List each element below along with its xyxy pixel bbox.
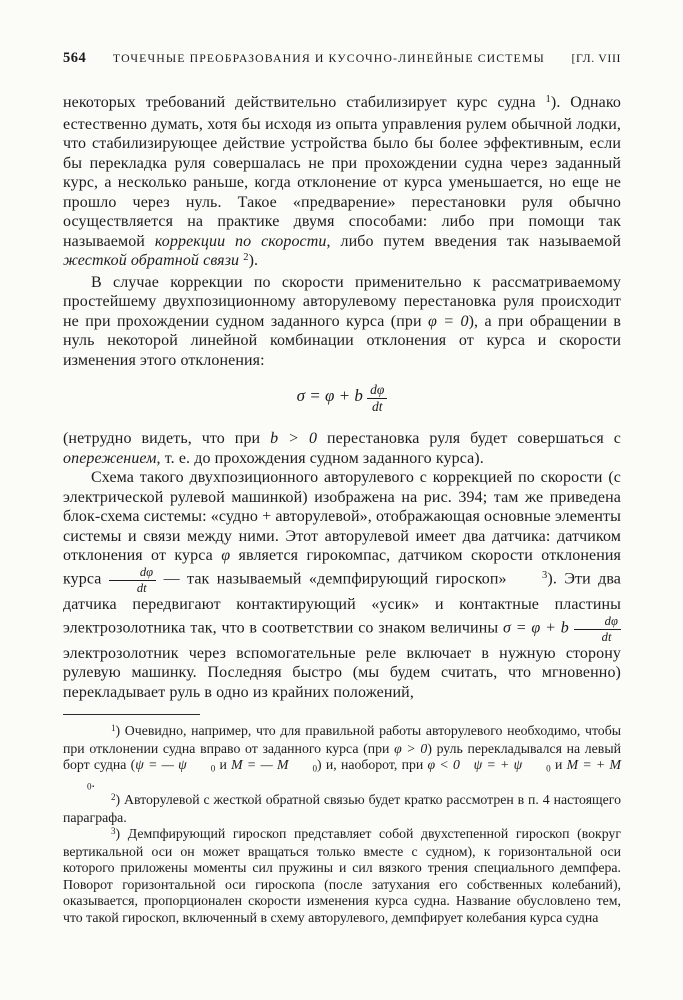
text-run: ) Демпфирующий гироскоп представляет собой двухстепенной гироскоп (вокруг вертикальной оси он может вращаться только вместе с судном), к горизонтальной оси которого приложены моменты сил пружины и сил вязкого трения специального демпфера. Поворот горизонтальной оси гироскопа (после затухания его собственных колебаний), оказывается, пропорционален скорости изменения курса судна. Название обусловлено тем, что такой гироскоп, включенный в схему авторулевого, демпфирует колебания курса судна: [63, 826, 621, 925]
text-run: ). Однако естественно думать, хотя бы исходя из опыта управления рулем обычной лодки, что стабилизирующее действие устройства было бы более эффективным, если бы перекладка руля совершалась не при прохождении судна через заданный курс, а несколько раньше, когда отклонение от курса уменьшается, но еще не прошло через нуль. Такое «предварение» перестановки руля обычно осуществляется на практике двумя способами: либо при помощи так называемой: [63, 94, 621, 250]
footnote-2: [63, 792, 621, 826]
footnote-3: [63, 826, 621, 926]
math-text: M = + M: [566, 757, 621, 773]
italic-text: опережением: [63, 449, 157, 467]
footnote-separator: [63, 714, 200, 715]
math-text: φ = 0: [428, 312, 469, 330]
text-run: и: [215, 757, 232, 773]
running-title: ТОЧЕЧНЫЕ ПРЕОБРАЗОВАНИЯ И КУСОЧНО-ЛИНЕЙНЫЕ СИСТЕМЫ: [112, 51, 545, 65]
math-text: ψ = + ψ: [473, 757, 523, 773]
paragraph: [63, 273, 621, 371]
footnote-reference: 2: [243, 252, 249, 264]
math-text: M = — M: [231, 757, 289, 773]
text-run: перестановка руля будет совершаться с: [317, 430, 621, 448]
math-text: σ = φ + b: [502, 618, 574, 636]
subscript: 0: [210, 763, 216, 774]
text-run: ), а при обращении в нуль некоторой линейной комбинации отклонения от курса и скорости изменения этого отклонения:: [63, 312, 621, 369]
subscript: 0: [546, 763, 551, 774]
footnote-reference: 3: [542, 570, 548, 582]
text-run: некоторых требований действительно стабилизирует курс судна: [63, 94, 546, 111]
text-run: В случае коррекции по скорости применительно к рассматриваемому простейшему двухпозиционному авторулевому перестановка руля происходит не при прохождении судном заданного курса (при: [63, 273, 621, 330]
math-text: φ: [221, 547, 231, 565]
text-run: и: [550, 757, 567, 773]
text-run: Схема такого двухпозиционного авторулевого с коррекцией по скорости (с электрической рулевой машинкой) изображена на рис. 394; там же приведена блок-схема системы: «судно + авторулевой», отображающая основные элементы системы и связи между ними. Этот авторулевой имеет два датчика: датчиком отклонения от курса: [63, 469, 621, 565]
math-text: φ < 0: [427, 757, 460, 773]
footnotes: [63, 723, 621, 926]
text-run: .: [91, 774, 95, 790]
footnote-1: [63, 723, 621, 792]
footnote-reference: 2: [111, 792, 116, 803]
text-run: (нетрудно видеть, что при: [63, 430, 271, 448]
text-run: ).: [248, 252, 259, 269]
math-text: φ > 0: [394, 740, 428, 756]
text-run: ) и, наоборот, при: [317, 757, 428, 773]
math-text: σ = φ + b: [296, 385, 368, 405]
text-run: ) руль перекладывался на левый борт судна (: [63, 740, 621, 773]
inline-fraction: $\frac{d\varphi}{dt}$: [109, 566, 156, 595]
math-text: b > 0: [270, 430, 318, 448]
math-text: ψ = — ψ: [135, 757, 187, 773]
text-run: [460, 757, 474, 772]
paragraph-continuation: [63, 429, 621, 468]
inline-fraction: $\frac{d\varphi}{dt}$: [367, 383, 387, 414]
italic-text: коррекции по скорости: [154, 232, 327, 250]
text-run: — так называемый «демпфирующий гироскоп»: [156, 570, 515, 588]
text-run: является гирокомпас, датчиком скорости отклонения курса: [63, 547, 621, 588]
running-header: [63, 50, 621, 67]
chapter-reference: [ГЛ. VIII: [571, 51, 621, 65]
display-formula: [63, 383, 621, 414]
text-run: ) Авторулевой с жесткой обратной связью будет кратко рассмотрен в п. 4 настоящего параграфа.: [63, 792, 621, 825]
footnote-reference: 1: [545, 94, 551, 106]
text-run: ) Очевидно, например, что для правильной работы авторулевого необходимо, чтобы при отклонении судна вправо от заданного курса (при: [63, 723, 621, 756]
inline-fraction: $\frac{d\varphi}{dt}$: [574, 615, 621, 644]
page-number: 564: [63, 50, 87, 66]
text-run: , либо путем введения так называемой: [326, 232, 622, 250]
subscript: 0: [312, 763, 318, 774]
paragraph-continuation: [63, 93, 621, 273]
paragraph: [63, 468, 621, 702]
footnote-reference: 3: [111, 826, 116, 837]
footnote-reference: 1: [111, 723, 116, 734]
italic-text: жесткой обратной связи: [63, 252, 240, 269]
text-run: , т. е. до прохождения судном заданного курса).: [156, 449, 484, 467]
text-run: электрозолотник через вспомогательные реле включает в нужную сторону рулевую машинку. Последняя быстро (мы будем считать, что мгновенно) перекладывает руль в одно из крайних положений,: [63, 644, 621, 701]
text-run: ). Эти два датчика передвигают контактирующий «усик» и контактные пластины электрозолотника так, что в соответствии со знаком величины: [63, 570, 622, 636]
body-text: [63, 93, 621, 702]
subscript: 0: [87, 781, 92, 792]
